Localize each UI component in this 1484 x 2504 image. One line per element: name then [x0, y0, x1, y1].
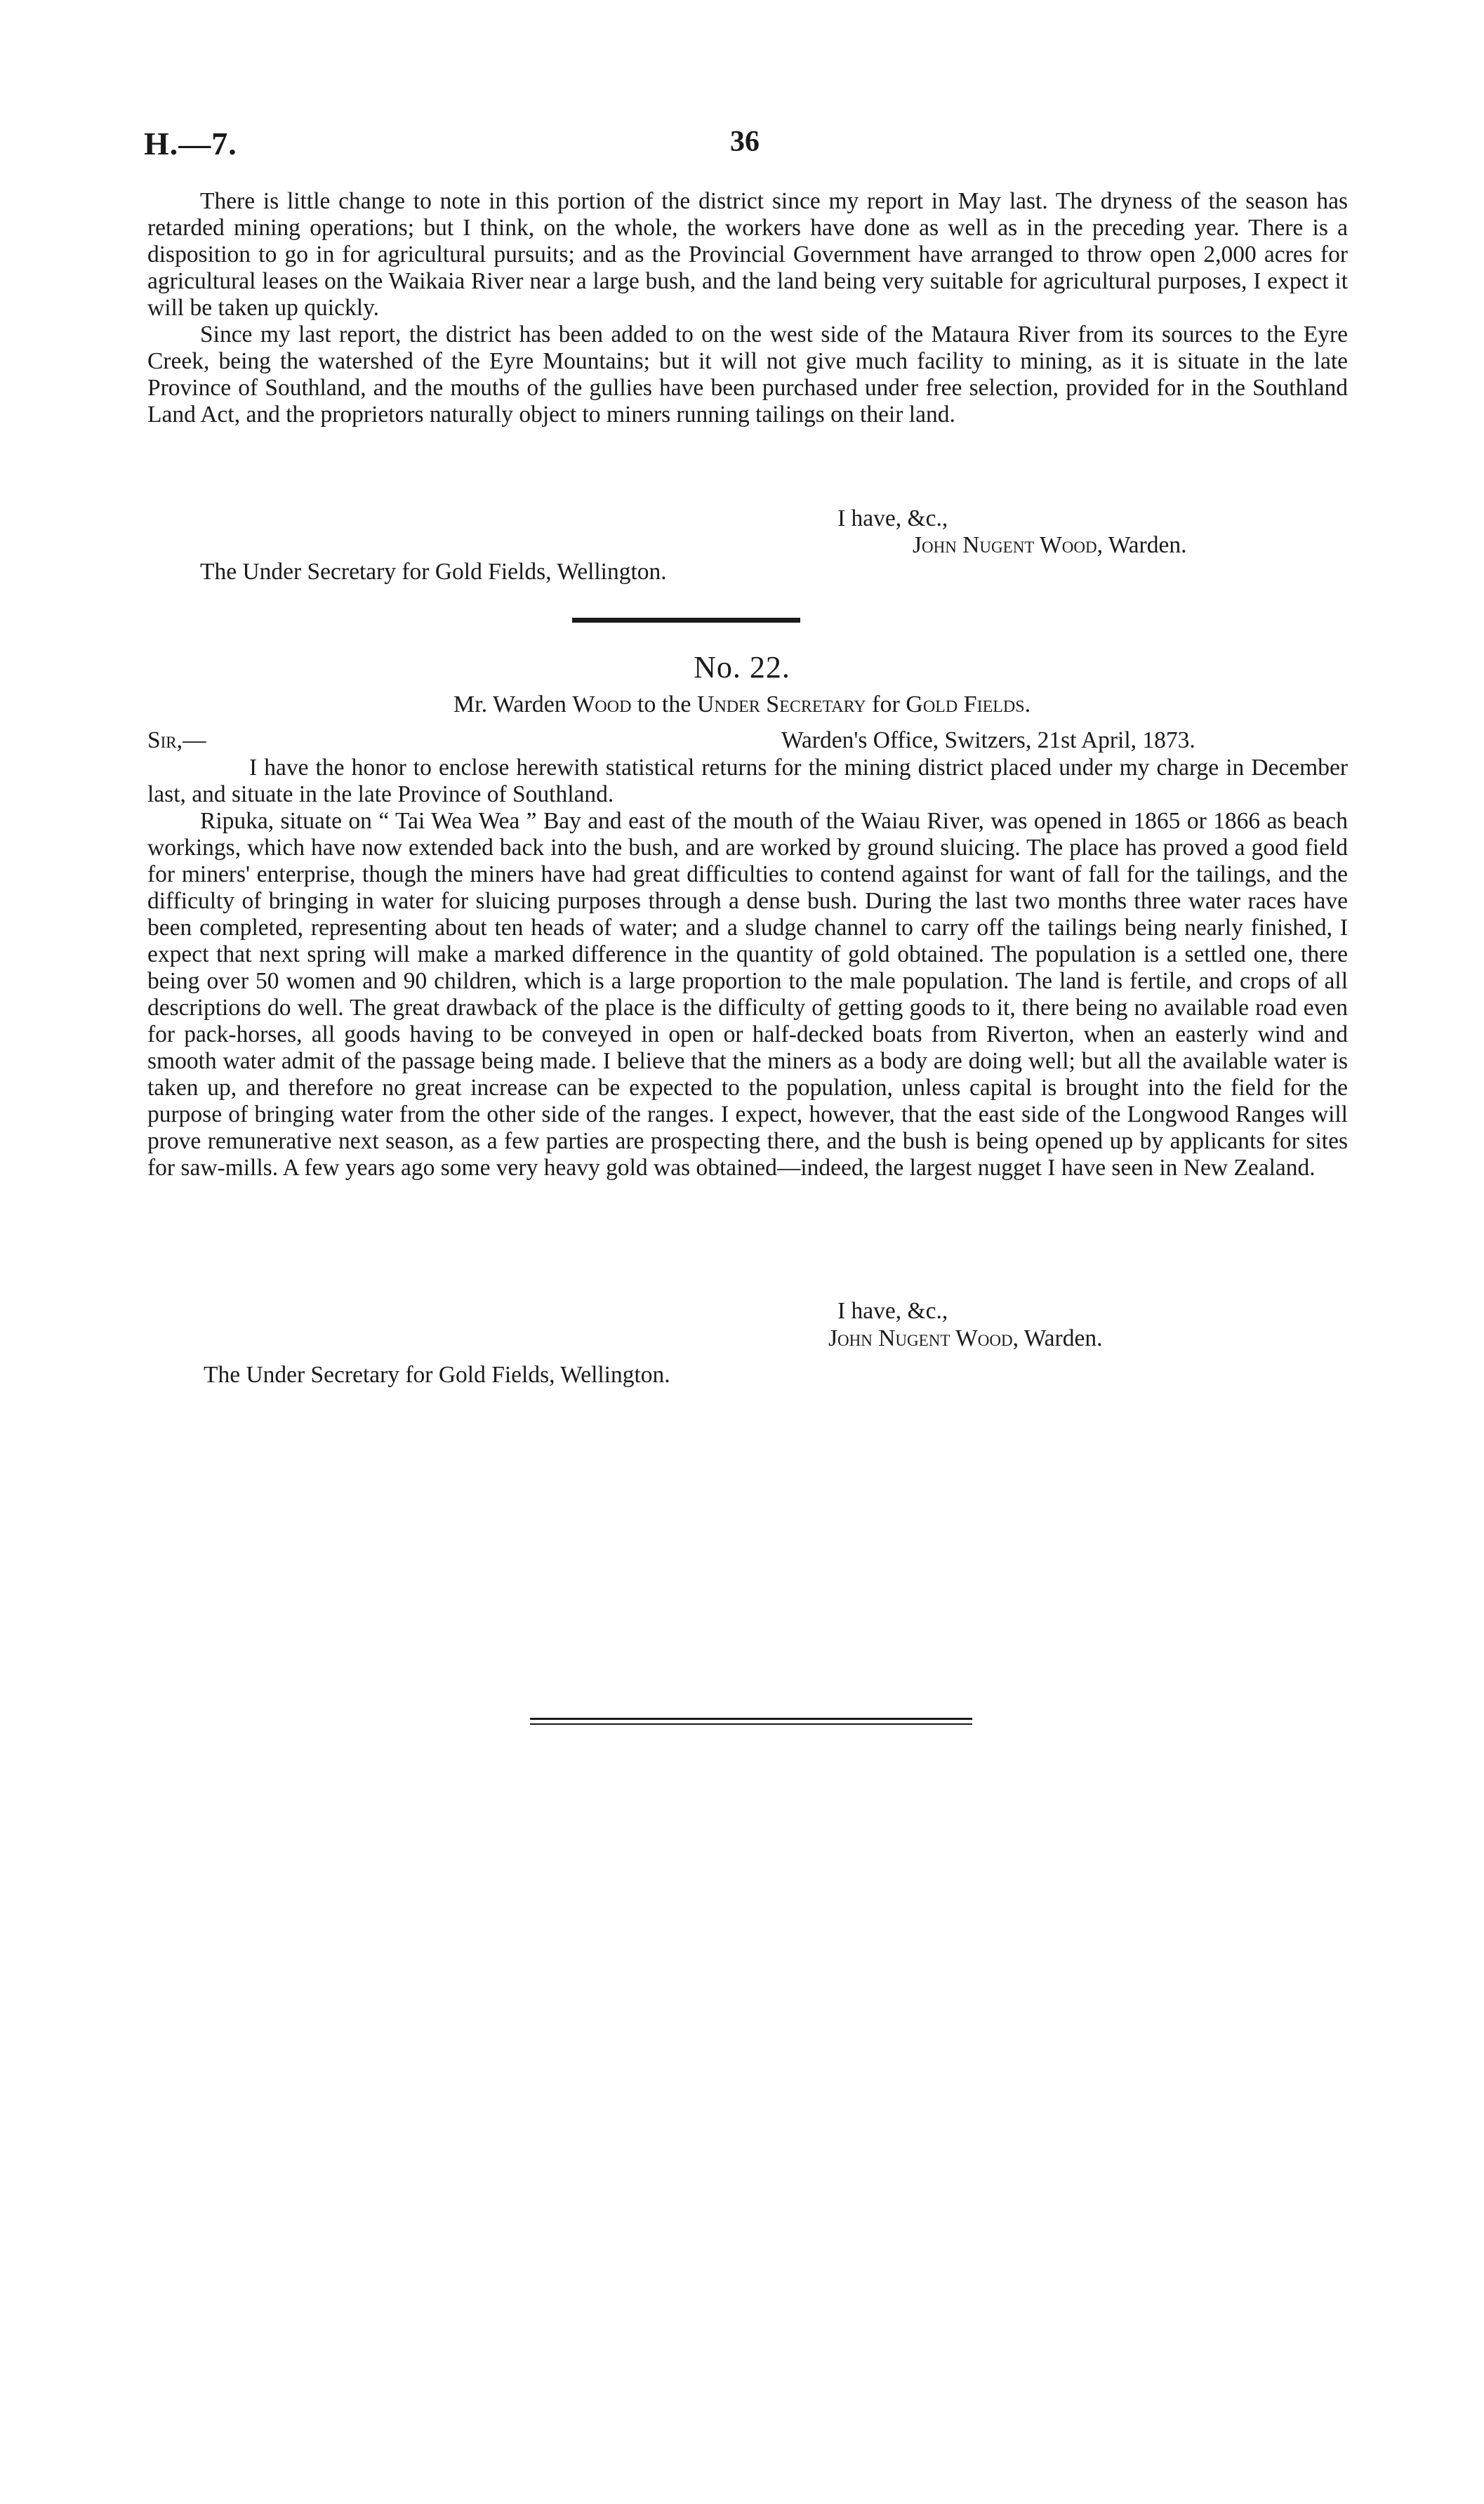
salutation: Sir,— — [147, 727, 206, 753]
letter22-signature-title: , Warden. — [1012, 1325, 1103, 1351]
section1-signature-name: John Nugent Wood — [913, 532, 1097, 558]
letter-title-prefix: Mr. Warden — [453, 691, 573, 717]
letter-number: No. 22. — [694, 650, 790, 684]
section1-signature — [913, 532, 1186, 559]
letter-title-for: for — [866, 691, 906, 717]
section1-addressee: The Under Secretary for Gold Fields, Wellington. — [200, 559, 667, 585]
letter-title-dept: Gold Fields. — [906, 691, 1031, 717]
letter22-signature — [828, 1325, 1102, 1352]
end-rule-bottom — [530, 1723, 972, 1725]
section1-paragraph-2: Since my last report, the district has been added to on the west side of the Mataura River from its sources to the Eyre Creek, being the watershed of the Eyre Mountains; but it will not give much facility to mining, as it is situate in the late Province of Southland, and the mouths of the gullies have been purchased under free selection, provided for in the Southland Land Act, and the proprietors naturally object to miners running tailings on their land. — [147, 322, 1348, 428]
letter22-addressee: The Under Secretary for Gold Fields, Wellington. — [204, 1362, 670, 1388]
letter-title-to: Under Secretary — [696, 691, 866, 717]
dateline: Warden's Office, Switzers, 21st April, 1873. — [781, 727, 1195, 753]
letter-title-from: Wood — [572, 691, 632, 717]
letter22-paragraph-1: I have the honor to enclose herewith statistical returns for the mining district placed under my charge in December last, and situate in the late Province of Southland. — [147, 755, 1348, 807]
letter-title-mid: to the — [631, 691, 697, 717]
section1-body — [147, 188, 1348, 428]
end-rule-top — [530, 1718, 972, 1720]
document-reference: H.—7. — [144, 126, 237, 161]
letter22-paragraph-2: Ripuka, situate on “ Tai Wea Wea ” Bay and east of the mouth of the Waiau River, was opened in 1865 or 1866 as beach workings, which have now extended back into the bush, and are worked by ground sluicing. The place has proved a good field for miners' enterprise, though the miners have had great difficulties to contend against for want of fall for the tailings, and the difficulty of bringing in water for sluicing purposes through a dense bush. During the last two months three water races have been completed, representing about ten heads of water; and a sludge channel to carry off the tailings being nearly finished, I expect that next spring will make a marked difference in the quantity of gold obtained. The population is a settled one, there being over 50 women and 90 children, which is a large proportion to the male population. The land is fertile, and crops of all descriptions do well. The great drawback of the place is the difficulty of getting goods to it, there being no available road even for pack-horses, all goods having to be conveyed in open or half-decked boats from Riverton, when an easterly wind and smooth water admit of the passage being made. I believe that the miners as a body are doing well; but all the available water is taken up, and therefore no great increase can be expected to the population, unless capital is brought into the field for the purpose of bringing water from the other side of the ranges. I expect, however, that the east side of the Longwood Ranges will prove remunerative next season, as a few parties are prospecting there, and the bush is being opened up by applicants for sites for saw-mills. A few years ago some very heavy gold was obtained—indeed, the largest nugget I have seen in New Zealand. — [147, 808, 1348, 1181]
section1-paragraph-1: There is little change to note in this portion of the district since my report in May last. The dryness of the season has retarded mining operations; but I think, on the whole, the workers have done as well as in the preceding year. There is a disposition to go in for agricultural pursuits; and as the Provincial Government have arranged to throw open 2,000 acres for agricultural leases on the Waikaia River near a large bush, and the land being very suitable for agricultural purposes, I expect it will be taken up quickly. — [147, 188, 1348, 321]
letter22-signature-name: John Nugent Wood — [828, 1325, 1013, 1351]
letter22-body — [147, 755, 1348, 1181]
section-divider — [572, 618, 800, 623]
letter-title — [0, 691, 1484, 718]
section1-closing: I have, &c., — [837, 505, 948, 531]
letter22-closing: I have, &c., — [837, 1298, 948, 1324]
page-number: 36 — [730, 126, 760, 158]
section1-signature-title: , Warden. — [1097, 532, 1187, 558]
